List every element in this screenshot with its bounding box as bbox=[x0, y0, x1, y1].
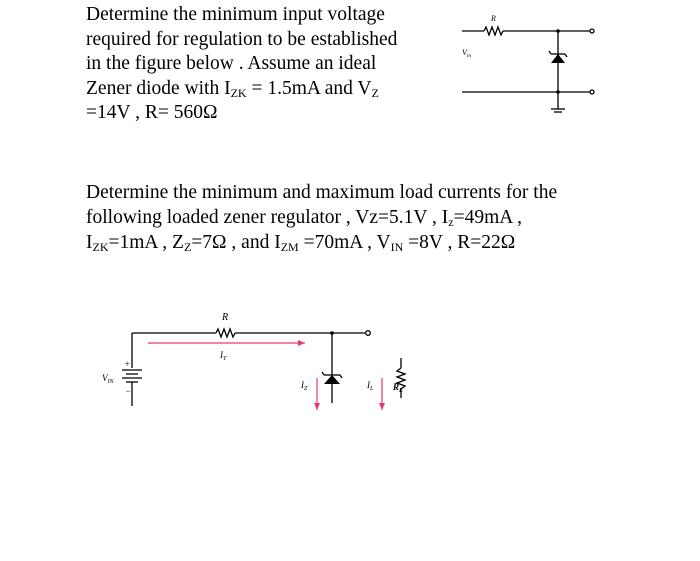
fig1-zener-diode-icon bbox=[551, 54, 565, 63]
fig2-it-label: $I_T$ bbox=[220, 350, 227, 362]
q1-izk-subscript: ZK bbox=[230, 85, 247, 100]
q1-line-1: Determine the minimum input voltage bbox=[86, 4, 385, 25]
q1-vz-subscript: Z bbox=[371, 85, 379, 100]
q2-izk-subscript: ZK bbox=[92, 240, 109, 254]
q2-line-3-part-c: =7Ω , and I bbox=[191, 232, 281, 253]
question-1-text bbox=[86, 3, 446, 126]
q2-izm-subscript: ZM bbox=[280, 240, 299, 254]
fig2-junction bbox=[330, 331, 334, 335]
fig2-rl-label: $R_L$ bbox=[393, 382, 403, 394]
q2-line-3 bbox=[86, 230, 686, 255]
q2-line-1: Determine the minimum and maximum load currents for the bbox=[86, 182, 558, 203]
q2-line-3-part-b: =1mA , Z bbox=[108, 232, 184, 253]
q2-vin-subscript: IN bbox=[390, 240, 404, 254]
fig2-il-label: $I_L$ bbox=[367, 380, 374, 392]
q2-line-3-part-a: I bbox=[86, 232, 93, 253]
q1-line-2: required for regulation to be established bbox=[86, 28, 398, 50]
fig2-iz-label: $I_Z$ bbox=[301, 380, 308, 392]
q2-line-2-part-b: =49mA , bbox=[453, 207, 523, 228]
q2-line-2 bbox=[86, 205, 686, 230]
q2-line-3-part-d: =70mA , V bbox=[298, 232, 391, 253]
fig1-junction-bottom bbox=[556, 90, 560, 94]
figure-1-circuit bbox=[450, 5, 610, 115]
fig2-output-terminal bbox=[366, 331, 371, 336]
q2-line-2-part-a: following loaded zener regulator , Vz=5.1V , I bbox=[86, 207, 449, 228]
fig1-output-terminal-top bbox=[590, 29, 594, 33]
fig1-r-label: R bbox=[491, 14, 496, 23]
fig1-junction-top bbox=[556, 29, 560, 33]
figure-2-circuit bbox=[90, 298, 410, 428]
q2-iz-subscript: z bbox=[448, 215, 454, 229]
fig2-r-label: R bbox=[222, 312, 229, 323]
fig2-resistor bbox=[216, 329, 235, 337]
fig2-vin-label: $V_{IN}$ bbox=[102, 373, 114, 385]
q2-zz-subscript: Z bbox=[183, 240, 192, 254]
q1-line-4-part-a: Zener diode with I bbox=[86, 77, 231, 99]
q1-line-4 bbox=[86, 77, 446, 102]
fig1-output-terminal-bottom bbox=[590, 90, 594, 94]
q1-line-3: in the figure below . Assume an ideal bbox=[86, 53, 377, 74]
fig2-zener-diode-icon bbox=[324, 375, 340, 384]
fig1-vin-label: $V_{in}$ bbox=[462, 48, 472, 59]
q1-line-5: =14V , R= 560Ω bbox=[86, 102, 218, 123]
q2-line-3-part-e: =8V , R=22Ω bbox=[403, 232, 516, 253]
fig1-resistor bbox=[484, 27, 503, 35]
q1-line-4-part-b: = 1.5mA and V bbox=[246, 77, 372, 99]
question-2-text bbox=[86, 180, 686, 255]
fig2-plus-sign: + bbox=[124, 359, 131, 369]
fig2-minus-sign: − bbox=[125, 386, 132, 396]
